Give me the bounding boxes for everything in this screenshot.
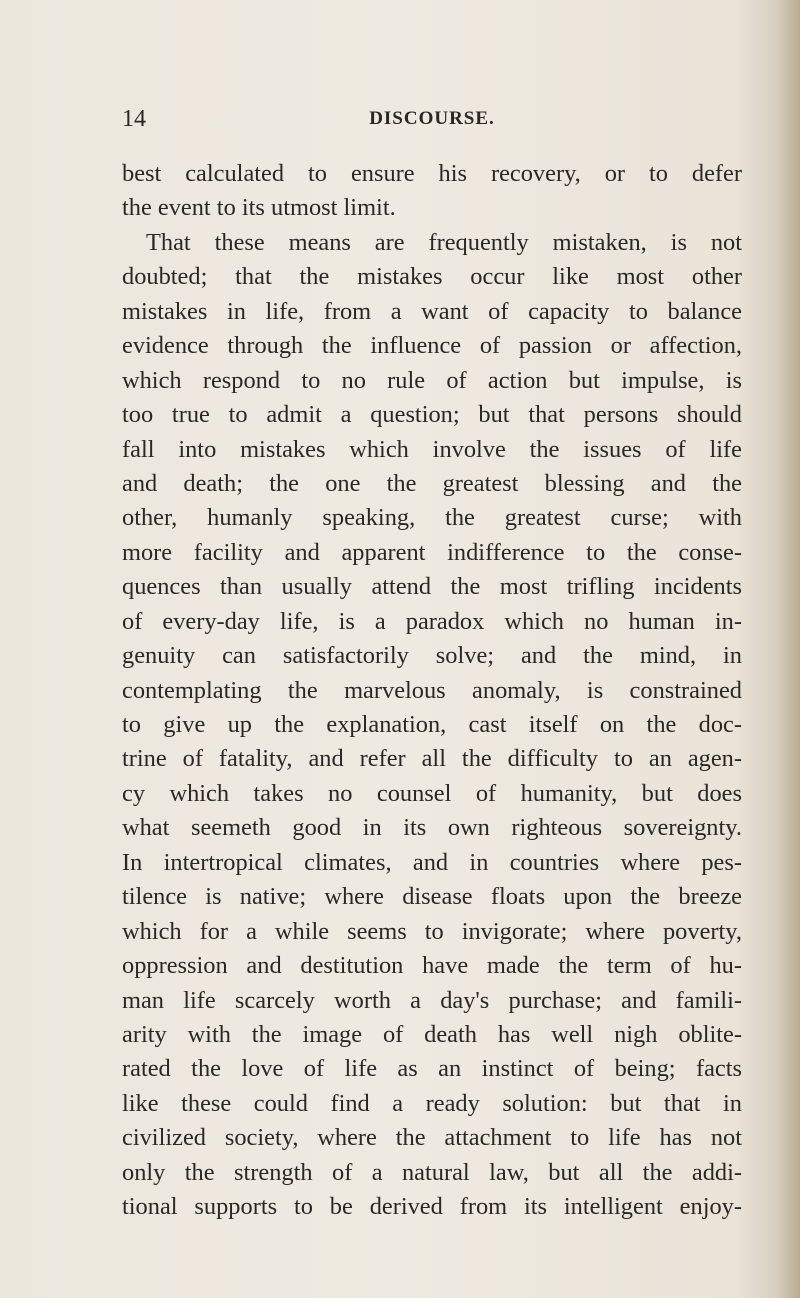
- text-line: civilized society, where the attachment to life has not: [122, 1124, 742, 1152]
- text-line: which for a while seems to invigorate; where poverty,: [122, 917, 742, 945]
- text-line: more facility and apparent indifference to the conse-: [122, 538, 742, 566]
- text-line: the event to its utmost limit.: [122, 194, 396, 222]
- text-line: other, humanly speaking, the greatest curse; with: [122, 504, 742, 532]
- running-head: DISCOURSE.: [369, 108, 495, 129]
- text-line: doubted; that the mistakes occur like most other: [122, 263, 742, 291]
- text-line: contemplating the marvelous anomaly, is constrained: [122, 676, 742, 704]
- text-line: genuity can satisfactorily solve; and the mind, in: [122, 642, 742, 670]
- body-text: [122, 157, 742, 1225]
- text-line: evidence through the influence of passion or affection,: [122, 332, 742, 360]
- text-line: arity with the image of death has well nigh oblite-: [122, 1020, 742, 1048]
- text-line: only the strength of a natural law, but all the addi-: [122, 1158, 742, 1186]
- text-line: and death; the one the greatest blessing and the: [122, 469, 742, 497]
- text-line: tional supports to be derived from its intelligent enjoy-: [122, 1193, 742, 1221]
- text-line: trine of fatality, and refer all the difficulty to an agen-: [122, 745, 742, 773]
- text-line: man life scarcely worth a day's purchase; and famili-: [122, 986, 742, 1014]
- text-line: to give up the explanation, cast itself on the doc-: [122, 711, 742, 738]
- page-number: 14: [122, 106, 146, 132]
- text-line: best calculated to ensure his recovery, or to defer: [122, 160, 742, 187]
- text-line: That these means are frequently mistaken, is not: [146, 228, 742, 256]
- text-line: oppression and destitution have made the term of hu-: [122, 952, 742, 980]
- text-line: quences than usually attend the most trifling incidents: [122, 573, 742, 601]
- text-line: of every-day life, is a paradox which no human in-: [122, 607, 742, 635]
- text-line: mistakes in life, from a want of capacity to balance: [122, 297, 742, 325]
- text-line: fall into mistakes which involve the issues of life: [122, 435, 742, 463]
- text-line: like these could find a ready solution: but that in: [122, 1089, 742, 1117]
- page-header: [122, 106, 742, 136]
- text-line: In intertropical climates, and in countries where pes-: [122, 848, 742, 876]
- text-line: what seemeth good in its own righteous sovereignty.: [122, 814, 742, 842]
- text-line: rated the love of life as an instinct of being; facts: [122, 1055, 742, 1083]
- text-line: cy which takes no counsel of humanity, but does: [122, 779, 742, 807]
- text-line: which respond to no rule of action but impulse, is: [122, 366, 742, 394]
- text-line: too true to admit a question; but that persons should: [122, 401, 742, 429]
- text-line: tilence is native; where disease floats upon the breeze: [122, 883, 742, 911]
